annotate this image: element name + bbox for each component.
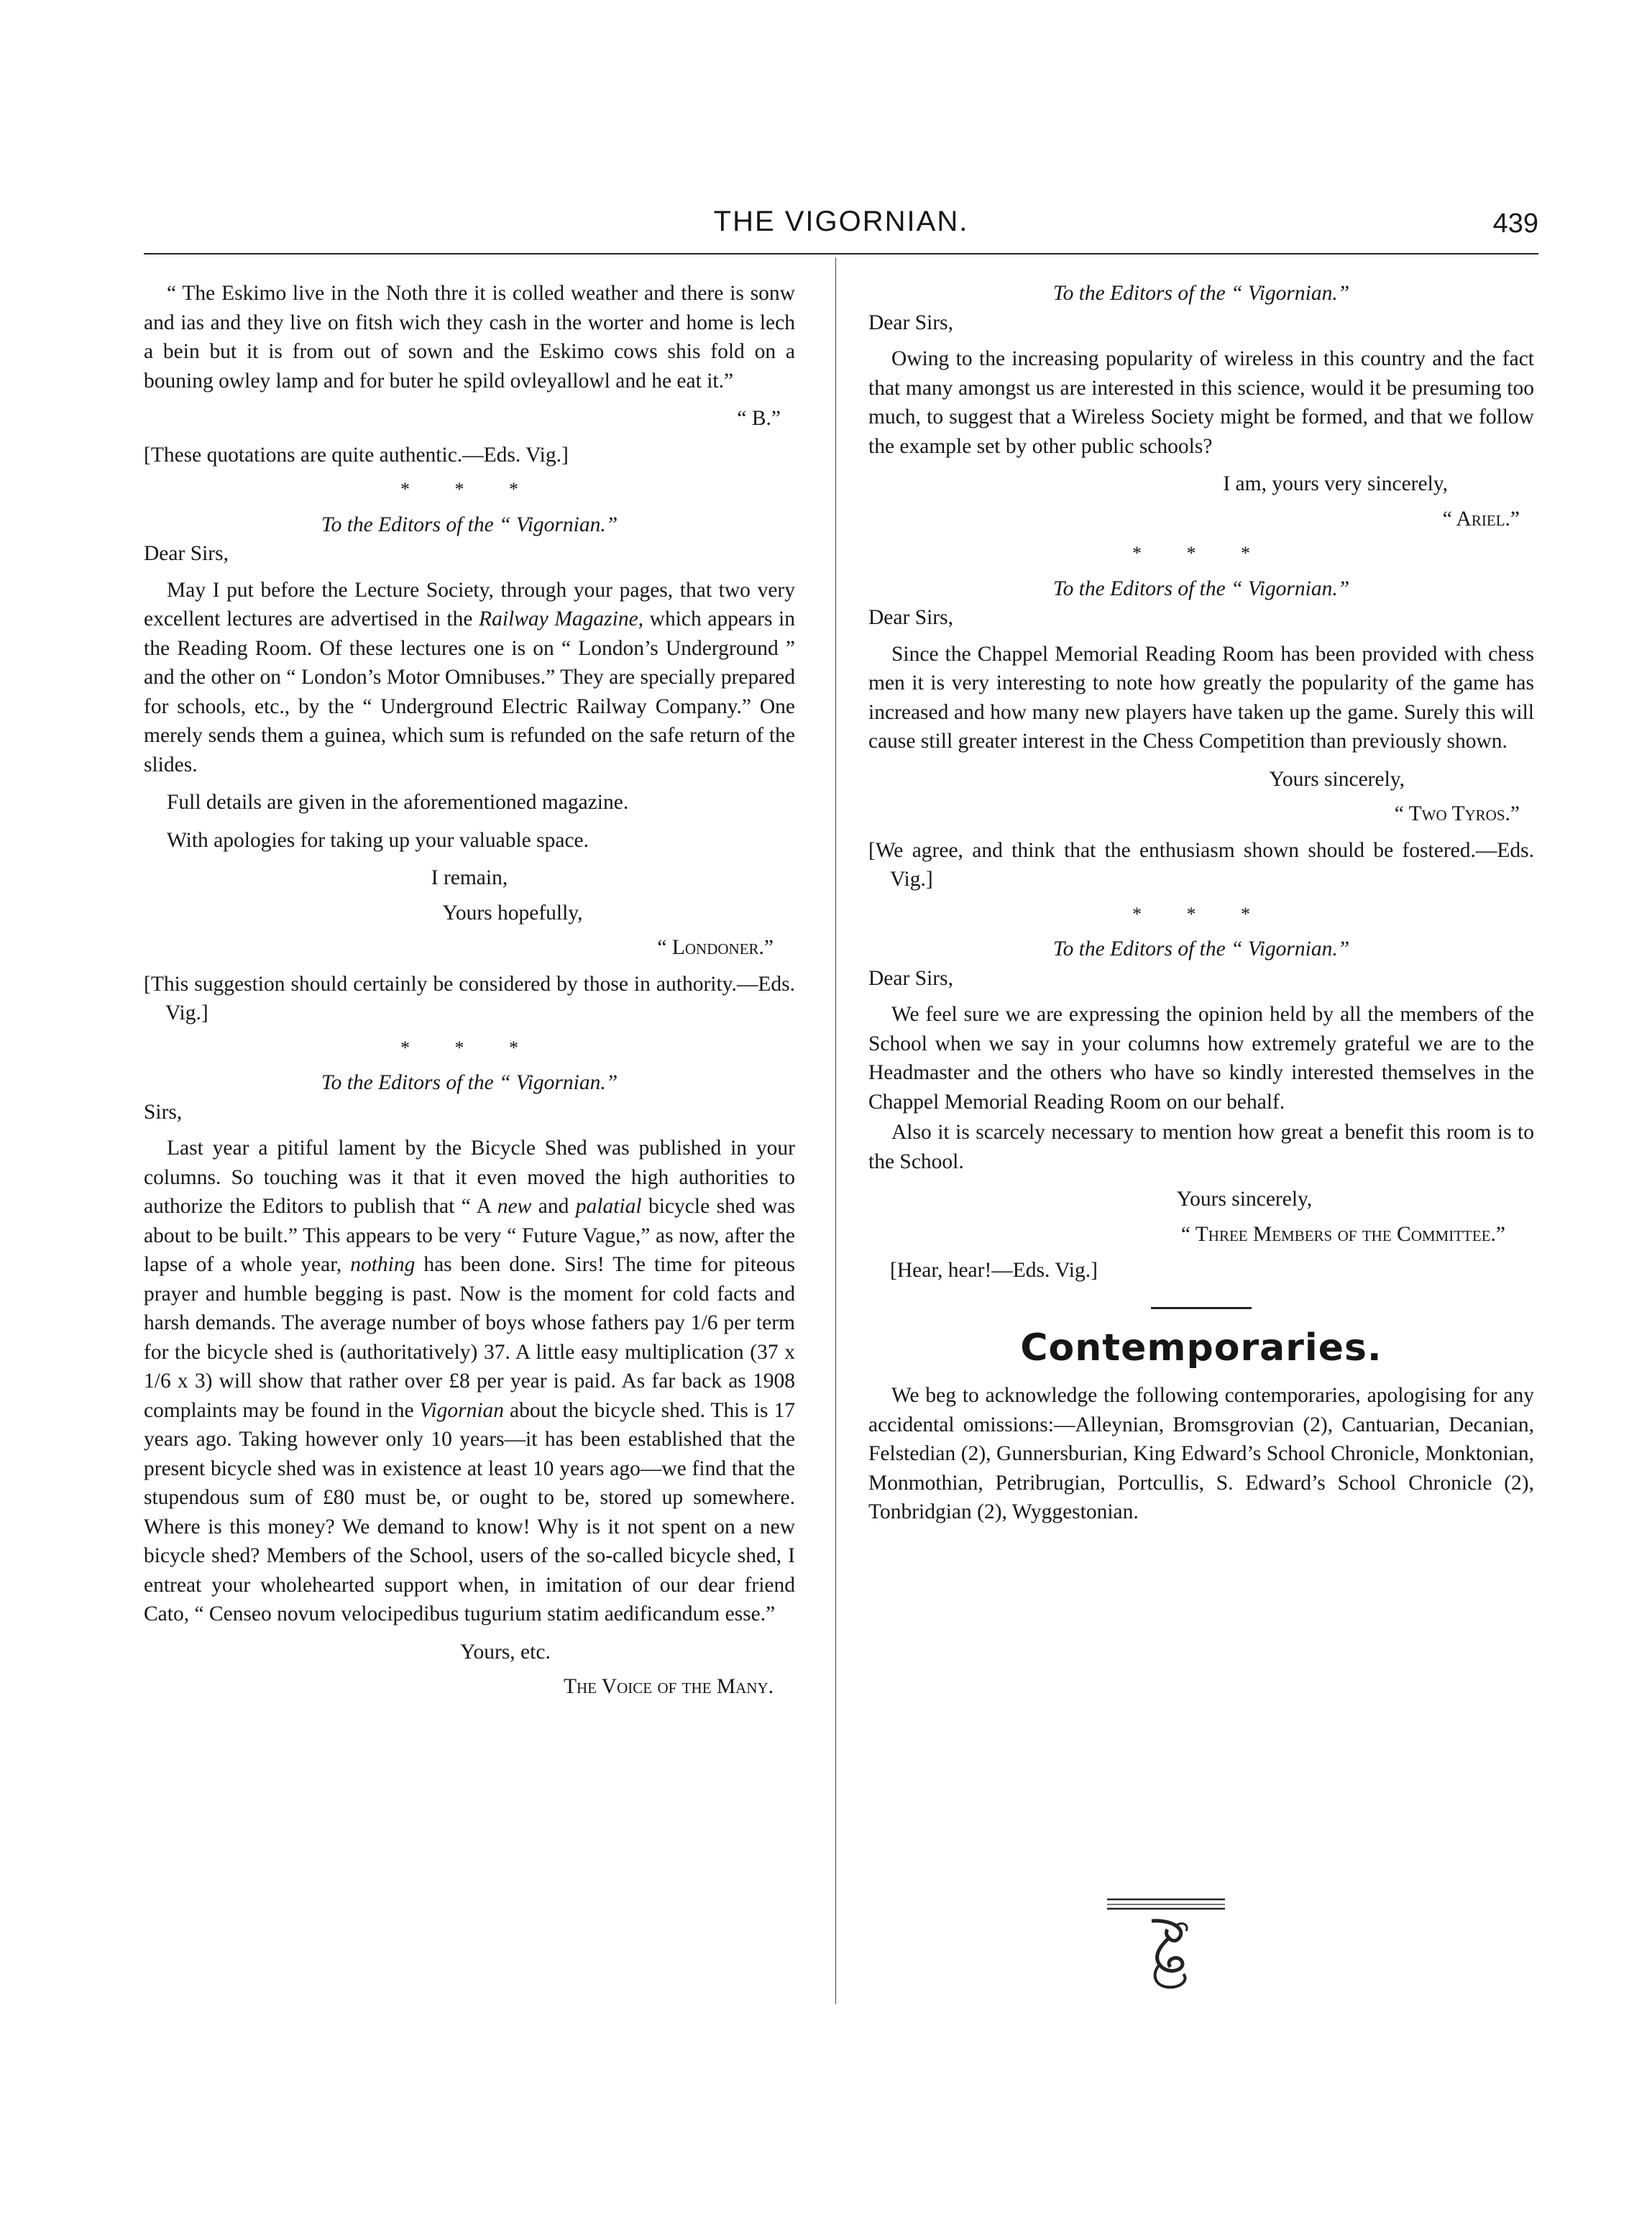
letter-signature: “ Three Members of the Committee.” bbox=[1180, 1222, 1505, 1246]
letter-paragraph: Full details are given in the aforementioned magazine. bbox=[167, 791, 629, 814]
editors-note: [Hear, hear!—Eds. Vig.] bbox=[890, 1259, 1098, 1282]
letter-salutation: Sirs, bbox=[144, 1100, 183, 1124]
section-heading: Contemporaries. bbox=[1020, 1326, 1382, 1370]
column-divider bbox=[835, 257, 836, 2004]
letter-paragraph: We feel sure we are expressing the opinion held by all the members of the School when we say in your columns how extremely grateful we are to the Headmaster and the others who have so kindly interested themselves in the Chappel Memorial Reading Room on our behalf. bbox=[868, 1003, 1534, 1114]
letter-paragraph: May I put before the Lecture Society, through your pages, that two very excellent lectures are advertised in the Railway Magazine, which appears in the Reading Room. Of these lectures one is on “ London’s Underground ” and the other on “ London’s Motor Omnibuses.” They are specially prepared for schools, etc., by the “ Underground Electric Railway Company.” One merely sends them a guinea, which sum is refunded on the safe return of the slides. bbox=[144, 578, 796, 776]
letter-address: To the Editors of the “ Vigornian.” bbox=[1052, 937, 1350, 960]
section-separator: * * * bbox=[1132, 903, 1270, 925]
letter-signature: “ Ariel.” bbox=[1442, 507, 1520, 531]
letter-closing: Yours sincerely, bbox=[1176, 1188, 1313, 1211]
letter-signature: “ Two Tyros.” bbox=[1394, 802, 1520, 825]
letter-signature: The Voice of the Many. bbox=[563, 1675, 774, 1698]
left-column bbox=[144, 279, 795, 1707]
letter-paragraph: With apologies for taking up your valuable space. bbox=[167, 828, 589, 852]
letter-closing: I remain, bbox=[431, 866, 508, 889]
section-rule bbox=[1151, 1307, 1252, 1309]
letter-paragraph: Since the Chappel Memorial Reading Room has been provided with chess men it is very interesting to note how greatly the popularity of the game has increased and how many new players have taken up the game. Surely this will cause still greater interest in the Chess Competition than previously shown. bbox=[868, 642, 1534, 753]
letter-address: To the Editors of the “ Vigornian.” bbox=[1052, 282, 1350, 305]
tailpiece-ornament-icon bbox=[1101, 1895, 1231, 1996]
letter-paragraph: Last year a pitiful lament by the Bicycle Shed was published in your columns. So touching was it that it even moved the high authorities to authorize the Editors to publish that “ A new and palatial bicycle shed was about to be built.” This appears to be very “ Future Vague,” as now, after the lapse of a whole year, nothing has been done. Sirs! The time for piteous prayer and humble begging is past. Now is the moment for cold facts and harsh demands. The average number of boys whose fathers pay 1/6 per term for the bicycle shed is (authoritatively) 37. A little easy multiplication (37 x 1/6 x 3) will show that rather over £8 per year is paid. As far back as 1908 complaints may be found in the Vigornian about the bicycle shed. This is 17 years ago. Taking however only 10 years—it has been established that the present bicycle shed was in existence at least 10 years ago—we find that the stupendous sum of £80 must be, or ought to be, stored up somewhere. Where is this money? We demand to know! Why is it not spent on a new bicycle shed? Members of the School, users of the so-called bicycle shed, I entreat your wholehearted support when, in imitation of our dear friend Cato, “ Censeo novum velocipedibus tugurium statim aedificandum esse.” bbox=[144, 1137, 796, 1625]
editors-note: [These quotations are quite authentic.—Eds. Vig.] bbox=[144, 443, 569, 467]
letter-salutation: Dear Sirs, bbox=[868, 606, 953, 629]
letter-address: To the Editors of the “ Vigornian.” bbox=[1052, 577, 1350, 600]
letter-address: To the Editors of the “ Vigornian.” bbox=[321, 1071, 618, 1094]
page-number: 439 bbox=[1492, 208, 1538, 239]
letter-paragraph: Owing to the increasing popularity of wireless in this country and the fact that many amongst us are interested in this science, would it be presuming too much, to suggest that a Wireless Society might be formed, and that we follow the example set by other public schools? bbox=[868, 347, 1534, 458]
letter-salutation: Dear Sirs, bbox=[868, 966, 953, 990]
editors-note: [This suggestion should certainly be considered by those in authority.—Eds. Vig.] bbox=[144, 972, 795, 1024]
letter-signature: “ Londoner.” bbox=[657, 936, 774, 959]
letter-closing: Yours hopefully, bbox=[442, 901, 583, 925]
letter-salutation: Dear Sirs, bbox=[144, 542, 229, 565]
eskimo-quote: “ The Eskimo live in the Noth thre it is colled weather and there is sonw and ias and they live on fitsh wich they cash in the worter and home is lech a bein but it is from out of sown and the Eskimo cows shis fold on a bouning owley lamp and for buter he spild ovleyallowl and he eat it.” bbox=[144, 282, 795, 393]
letter-salutation: Dear Sirs, bbox=[868, 311, 953, 334]
page-header bbox=[144, 206, 1538, 254]
letter-address: To the Editors of the “ Vigornian.” bbox=[321, 513, 618, 536]
right-column bbox=[868, 279, 1534, 1536]
letter-closing: Yours sincerely, bbox=[1269, 767, 1405, 791]
section-separator: * * * bbox=[400, 479, 538, 500]
contemporaries-paragraph: We beg to acknowledge the following contemporaries, apologising for any accidental omissions:—Alleynian, Bromsgrovian (2), Cantuarian, Decanian, Felstedian (2), Gunnersburian, King Edward’s School Chronicle, Monktonian, Monmothian, Petribrugian, Portcullis, S. Edward’s School Chronicle (2), Tonbridgian (2), Wyggestonian. bbox=[868, 1384, 1534, 1523]
section-separator: * * * bbox=[1132, 543, 1270, 564]
editors-note: [We agree, and think that the enthusiasm shown should be fostered.—Eds. Vig.] bbox=[868, 838, 1534, 891]
eskimo-signature: “ B.” bbox=[737, 407, 781, 430]
letter-closing: Yours, etc. bbox=[460, 1640, 551, 1664]
letter-closing: I am, yours very sincerely, bbox=[1223, 472, 1448, 495]
section-separator: * * * bbox=[400, 1037, 538, 1058]
letter-paragraph: Also it is scarcely necessary to mention how great a benefit this room is to the School. bbox=[868, 1121, 1534, 1173]
journal-title: THE VIGORNIAN. bbox=[713, 206, 969, 237]
header-rule bbox=[144, 253, 1538, 254]
